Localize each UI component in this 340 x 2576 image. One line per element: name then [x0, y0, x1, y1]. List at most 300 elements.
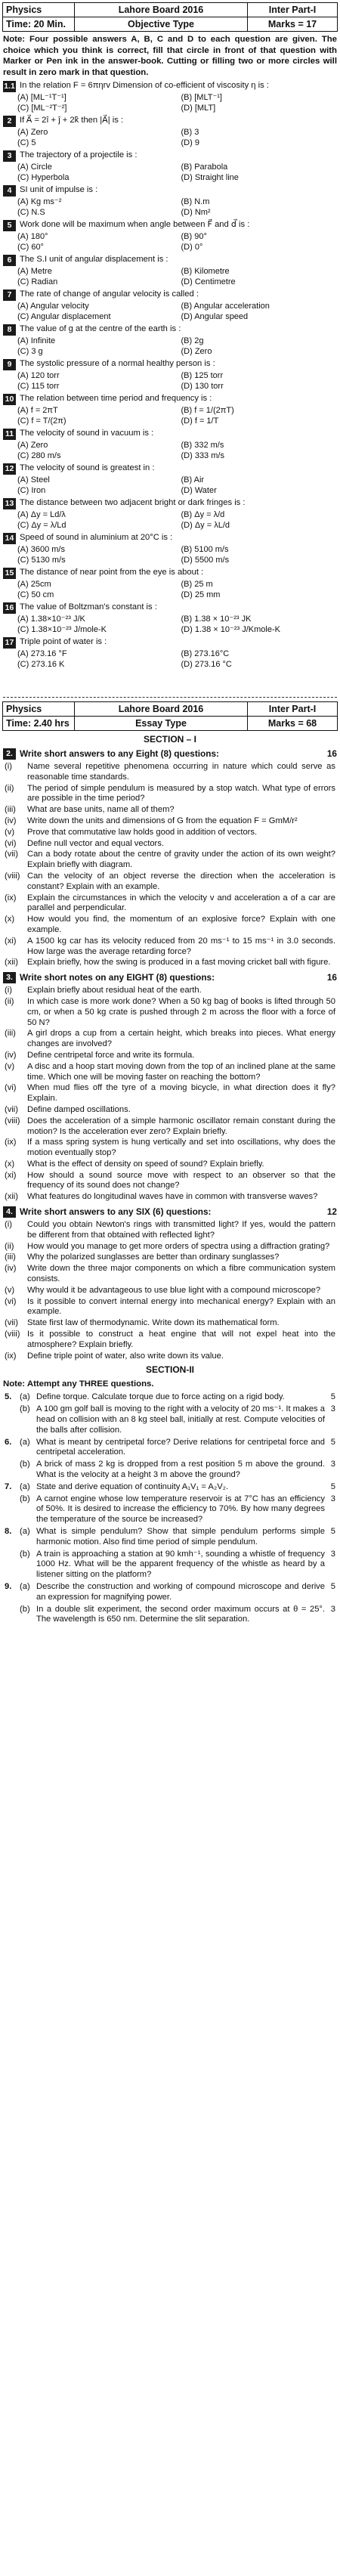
option: (B) 25 m	[181, 580, 213, 589]
item-number: (viii)	[5, 871, 20, 881]
option: (C) 60°	[17, 242, 44, 252]
mcq-question	[3, 254, 337, 266]
option: (C) 5	[17, 138, 36, 147]
long-question-part	[5, 1460, 335, 1481]
item-text: Prove that commutative law holds good in addition of vectors.	[27, 827, 258, 837]
section-2-title: SECTION-II	[145, 1364, 194, 1376]
question-number: 16	[3, 602, 16, 614]
question-number: 5	[3, 220, 16, 231]
item-text: In which case is more work done? When a 50 kg bag of books is lifted through 50 cm, or when a 50 kg crate is pushed through 2 m across the floor with a force of 50 N?	[27, 996, 335, 1027]
option: (B) 125 torr	[181, 371, 224, 380]
question-text: Triple point of water is :	[20, 637, 107, 646]
option: (D) 25 mm	[181, 590, 221, 599]
short-question-heading	[3, 972, 337, 983]
long-question-part	[5, 1392, 335, 1403]
short-question-item	[5, 1242, 335, 1252]
question-number: 2	[3, 116, 16, 127]
option: (D) Angular speed	[181, 311, 249, 321]
part-text: In a double slit experiment, the second order maximum occurs at θ = 25°. The wavelength is 650 nm. Determine the slit separation.	[36, 1604, 325, 1624]
option: (B) 273.16°C	[181, 649, 230, 658]
option: (A) 3600 m/s	[17, 545, 65, 554]
question-text: Work done will be maximum when angle between F⃗ and d⃗ is :	[20, 220, 250, 229]
option: (D) Water	[181, 485, 217, 495]
marks: Marks = 17	[248, 17, 338, 32]
short-question-item	[5, 828, 335, 838]
question-number: 5.	[5, 1392, 12, 1402]
part-text: A carnot engine whose low temperature reservoir is at 7°C has an efficiency of 50%. It is desired to increase the efficiency to 70%. By how many degrees the temperature of the source be increased?	[36, 1494, 325, 1525]
mcq-question	[3, 289, 337, 301]
section-2-note: Note: Attempt any THREE questions.	[3, 1379, 154, 1389]
item-text: If a mass spring system is hung vertically and set into oscillations, why does the motion eventually stop?	[27, 1138, 335, 1158]
question-number: 6.	[5, 1437, 12, 1447]
short-question-item	[5, 1051, 335, 1061]
item-text: What is the effect of density on speed of sound? Explain briefly.	[27, 1159, 264, 1169]
short-question-heading	[3, 1206, 337, 1218]
part-marks: 3	[330, 1494, 335, 1503]
long-question-part	[5, 1494, 335, 1525]
option: (A) 25cm	[17, 580, 51, 589]
option: (A) Metre	[17, 267, 52, 276]
option: (A) Δy = Ld/λ	[17, 510, 66, 519]
item-text: Why the polarized sunglasses are better than ordinary sunglasses?	[27, 1252, 280, 1262]
part-label: (b)	[20, 1604, 30, 1614]
item-number: (xii)	[5, 958, 19, 968]
item-text: A disc and a hoop start moving down from the top of an inclined plane at the same time. Which one will be moving faster on reaching the bottom?	[27, 1061, 335, 1082]
short-question-item	[5, 1192, 335, 1203]
item-number: (i)	[5, 986, 12, 995]
option: (A) 120 torr	[17, 371, 60, 380]
options	[17, 441, 340, 461]
question-text: The relation between time period and frequency is :	[20, 394, 212, 403]
item-number: (v)	[5, 1061, 15, 1071]
long-question-part	[5, 1438, 335, 1459]
short-question-item	[5, 1286, 335, 1296]
options	[17, 371, 340, 392]
options	[17, 302, 340, 322]
question-number: 8	[3, 324, 16, 336]
part-label: (b)	[20, 1460, 30, 1469]
question-text: The systolic pressure of a normal healthy person is :	[20, 359, 215, 368]
option: (D) Nm²	[181, 207, 211, 217]
option: (D) 273.16 °C	[181, 659, 232, 669]
option: (A) Infinite	[17, 336, 56, 345]
long-questions	[0, 1392, 340, 1625]
option: (C) [ML⁻²T⁻²]	[17, 103, 67, 113]
question-text: Speed of sound in aluminium at 20°C is :	[20, 533, 173, 542]
options	[17, 197, 340, 218]
part-text: What is meant by centripetal force? Derive relations for centripetal force and centripetal acceleration.	[36, 1437, 325, 1457]
option: (B) Δy = λ/d	[181, 510, 225, 519]
short-question-item	[5, 839, 335, 850]
option: (B) Kilometre	[181, 267, 230, 276]
question-title: Write short answers to any Eight (8) questions:	[20, 748, 219, 759]
part: Inter Part-I	[248, 3, 338, 17]
option: (B) Air	[181, 475, 205, 485]
part-label: (a)	[20, 1527, 30, 1536]
item-number: (vi)	[5, 1083, 17, 1093]
short-question-item	[5, 1171, 335, 1192]
item-text: Is it possible to construct a heat engine that will not expel heat into the atmosphere? Explain briefly.	[27, 1330, 335, 1349]
short-question-item	[5, 915, 335, 936]
part-label: (b)	[20, 1404, 30, 1414]
options	[17, 232, 340, 252]
option: (C) Hyperbola	[17, 172, 70, 182]
mcq-question	[3, 463, 337, 475]
option: (C) Δy = λ/Ld	[17, 520, 66, 530]
part-text: A brick of mass 2 kg is dropped from a rest position 5 m above the ground. What is the velocity at a height 3 m above the ground?	[36, 1460, 325, 1480]
option: (A) Steel	[17, 475, 50, 485]
option: (A) [ML⁻¹T⁻¹]	[17, 93, 66, 102]
long-question-part	[5, 1605, 335, 1626]
item-number: (v)	[5, 827, 15, 837]
short-question-item	[5, 1297, 335, 1318]
question-text: The value of g at the centre of the earth is :	[20, 324, 181, 333]
item-number: (vii)	[5, 1318, 19, 1328]
short-question-item	[5, 893, 335, 915]
mcq-question	[3, 602, 337, 614]
item-number: (i)	[5, 762, 12, 771]
option: (B) 2g	[181, 336, 204, 345]
options	[17, 93, 340, 113]
item-number: (vi)	[5, 1296, 17, 1306]
mcq-question	[3, 636, 337, 649]
option: (D) 5500 m/s	[181, 555, 230, 565]
marks: Marks = 68	[248, 717, 338, 731]
subject: Physics	[3, 3, 75, 17]
option: (C) 273.16 K	[17, 659, 65, 669]
part-label: (a)	[20, 1581, 30, 1591]
option: (A) Kg ms⁻²	[17, 197, 62, 206]
short-question-item	[5, 872, 335, 893]
item-text: Explain the circumstances in which the velocity v and acceleration a of a car are parallel and perpendicular.	[27, 893, 335, 913]
mcq-question	[3, 428, 337, 440]
item-text: Write down the units and dimensions of G from the equation F = GmM/r²	[27, 816, 298, 825]
options	[17, 510, 340, 531]
question-text: The rate of change of angular velocity is called :	[20, 289, 199, 299]
question-text: SI unit of impulse is :	[20, 185, 98, 194]
question-number: 17	[3, 637, 16, 649]
item-number: (iv)	[5, 816, 17, 825]
part-label: (b)	[20, 1494, 30, 1503]
question-text: The distance between two adjacent bright or dark fringes is :	[20, 498, 246, 507]
option: (A) 1.38×10⁻²³ J/K	[17, 615, 85, 624]
options	[17, 615, 340, 635]
question-number	[5, 1404, 20, 1435]
part-marks: 5	[330, 1392, 335, 1402]
question-number: 9.	[5, 1581, 12, 1591]
option: (A) 180°	[17, 232, 48, 241]
question-title: Write short notes on any EIGHT (8) questions:	[20, 972, 215, 983]
option: (B) N.m	[181, 197, 210, 206]
mcq-question	[3, 497, 337, 509]
item-text: How would you find, the momentum of an explosive force? Explain with one example.	[27, 915, 335, 934]
option: (B) f = 1/(2πT)	[181, 406, 234, 415]
option: (C) f = T/(2π)	[17, 416, 66, 426]
option: (B) 5100 m/s	[181, 545, 229, 554]
question-number: 15	[3, 568, 16, 579]
item-text: Can the velocity of an object reverse the direction when the acceleration is constant? Explain with an example.	[27, 871, 335, 891]
option: (D) f = 1/T	[181, 416, 219, 426]
mcq-question	[3, 532, 337, 544]
short-question-item	[5, 1330, 335, 1351]
question-text: If A⃗ = 2î + ĵ + 2k̂ then |A⃗| is :	[20, 116, 124, 125]
question-number: 12	[3, 463, 16, 475]
item-text: How would you manage to get more orders of spectra using a diffraction grating?	[27, 1241, 330, 1251]
item-text: Why would it be advantageous to use blue light with a compound microscope?	[27, 1285, 321, 1295]
item-text: What are base units, name all of them?	[27, 805, 175, 815]
item-number: (xi)	[5, 1170, 17, 1180]
item-text: Define centripetal force and write its formula.	[27, 1050, 195, 1060]
short-question-item	[5, 1160, 335, 1170]
part-marks: 5	[330, 1437, 335, 1447]
question-text: The velocity of sound is greatest in :	[20, 463, 155, 472]
short-question-item	[5, 1062, 335, 1083]
option: (B) 3	[181, 128, 199, 137]
question-number	[5, 1550, 20, 1581]
item-number: (iii)	[5, 1252, 16, 1262]
item-text: How should a sound source move with respect to an observer so that the frequency of its sound does not change?	[27, 1170, 335, 1190]
mcq-question	[3, 567, 337, 579]
option: (A) 273.16 °F	[17, 649, 67, 658]
long-question-part	[5, 1482, 335, 1493]
paper-type: Essay Type	[75, 717, 248, 731]
short-question-item	[5, 784, 335, 805]
part-text: Describe the construction and working of compound microscope and derive an expression for magnifying power.	[36, 1581, 325, 1602]
item-number: (iv)	[5, 1264, 17, 1274]
option: (D) 0°	[181, 242, 203, 252]
item-text: A 1500 kg car has its velocity reduced from 20 ms⁻¹ to 15 ms⁻¹ in 3.0 seconds. How large was the average retarding force?	[27, 936, 335, 956]
part: Inter Part-I	[248, 702, 338, 717]
options	[17, 163, 340, 183]
item-text: State first law of thermodynamic. Write down its mathematical form.	[27, 1318, 280, 1328]
item-number: (iii)	[5, 805, 16, 815]
item-number: (ii)	[5, 783, 14, 793]
objective-header	[2, 2, 338, 32]
item-number: (vi)	[5, 838, 17, 848]
short-question-item	[5, 1029, 335, 1050]
long-question-part	[5, 1550, 335, 1581]
option: (B) 1.38 × 10⁻²³ JK	[181, 615, 252, 624]
option: (D) 130 torr	[181, 381, 224, 391]
question-number: 9	[3, 359, 16, 370]
question-number: 1.1	[4, 82, 15, 91]
mcq-question	[3, 184, 337, 197]
question-text: The S.I unit of angular displacement is :	[20, 255, 168, 264]
options	[17, 406, 340, 426]
item-number: (xi)	[5, 936, 17, 946]
time: Time: 20 Min.	[3, 17, 75, 32]
part-text: A 100 gm golf ball is moving to the right with a velocity of 20 ms⁻¹. It makes a head on collision with an 8 kg steel ball, initially at rest. Compute velocities of the balls after collision.	[36, 1404, 325, 1435]
divider	[3, 697, 337, 698]
options	[17, 649, 340, 670]
option: (A) Zero	[17, 128, 48, 137]
short-question-item	[5, 1105, 335, 1116]
item-number: (ix)	[5, 1138, 17, 1147]
mcq-question	[3, 393, 337, 405]
mcq-question	[3, 219, 337, 231]
mcq-question	[3, 324, 337, 336]
board: Lahore Board 2016	[75, 702, 248, 717]
item-text: Define triple point of water, also write down its value.	[27, 1351, 224, 1361]
question-number	[5, 1605, 20, 1626]
item-text: The period of simple pendulum is measured by a stop watch. What type of errors are possible in the time period?	[27, 783, 335, 803]
option: (D) Zero	[181, 346, 212, 356]
item-number: (ix)	[5, 893, 17, 903]
question-number: 4	[3, 185, 16, 197]
part-marks: 5	[330, 1482, 335, 1491]
part-label: (a)	[20, 1482, 30, 1491]
item-number: (viii)	[5, 1330, 20, 1339]
option: (A) f = 2πT	[17, 406, 58, 415]
short-question-item	[5, 816, 335, 827]
question-number: 7.	[5, 1482, 12, 1491]
options	[17, 580, 340, 600]
options	[17, 475, 340, 496]
part-marks: 3	[330, 1604, 335, 1614]
short-question-item	[5, 937, 335, 958]
item-text: Write down the three major components on which a fibre communication system consists.	[27, 1264, 335, 1284]
item-text: What features do longitudinal waves have in common with transverse waves?	[27, 1192, 318, 1202]
part-marks: 3	[330, 1460, 335, 1469]
option: (C) Radian	[17, 277, 58, 286]
item-text: A girl drops a cup from a certain height, which breaks into pieces. What energy changes are involved?	[27, 1029, 335, 1049]
option: (A) Angular velocity	[17, 302, 89, 311]
item-text: Explain briefly, how the swing is produced in a fast moving cricket ball with figure.	[27, 958, 331, 968]
item-text: Does the acceleration of a simple harmonic oscillator remain constant during the motion? Is the acceleration ever zero? Explain briefly.	[27, 1116, 335, 1136]
paper-type: Objective Type	[75, 17, 248, 32]
option: (D) Centimetre	[181, 277, 236, 286]
option: (C) 3 g	[17, 346, 43, 356]
mcq-question	[3, 358, 337, 370]
part-text: A train is approaching a station at 90 kmh⁻¹, sounding a whistle of frequency 1000 Hz. What will be the apparent frequency of the whistle as heard by a listener sitting on the platform?	[36, 1549, 325, 1580]
item-text: Name several repetitive phenomena occurring in nature which could serve as reasonable time standards.	[27, 762, 335, 782]
part-label: (a)	[20, 1392, 30, 1402]
item-text: Is it possible to convert internal energy into mechanical energy? Explain with an example.	[27, 1296, 335, 1317]
question-marks: 16	[326, 748, 337, 759]
item-number: (x)	[5, 915, 15, 924]
mcq-question	[3, 115, 337, 127]
item-number: (vii)	[5, 1104, 19, 1114]
question-text: The velocity of sound in vacuum is :	[20, 429, 154, 438]
item-number: (vii)	[5, 850, 19, 859]
question-marks: 12	[326, 1206, 337, 1218]
question-number: 11	[3, 429, 16, 440]
item-number: (v)	[5, 1285, 15, 1295]
item-number: (ii)	[5, 1241, 14, 1251]
time: Time: 2.40 hrs	[3, 717, 75, 731]
item-text: When mud flies off the tyre of a moving bicycle, in what direction does it fly? Explain.	[27, 1083, 335, 1104]
item-number: (xii)	[5, 1192, 19, 1202]
option: (D) 9	[181, 138, 199, 147]
mcq-list	[0, 80, 340, 670]
options	[17, 336, 340, 357]
short-question-item	[5, 1252, 335, 1263]
question-number	[5, 1494, 20, 1525]
option: (D) 333 m/s	[181, 450, 224, 460]
item-number: (iv)	[5, 1050, 17, 1060]
short-question-item	[5, 850, 335, 871]
option: (C) 50 cm	[17, 590, 54, 599]
item-text: Can a body rotate about the centre of gravity under the action of its own weight? Explain briefly with diagram.	[27, 850, 335, 870]
board: Lahore Board 2016	[75, 3, 248, 17]
short-question-item	[5, 762, 335, 783]
question-number: 8.	[5, 1527, 12, 1536]
item-number: (ix)	[5, 1351, 17, 1361]
option: (B) 90°	[181, 232, 207, 241]
part-text: Define torque. Calculate torque due to force acting on a rigid body.	[36, 1392, 285, 1402]
item-number: (ii)	[5, 996, 14, 1006]
short-question-item	[5, 1318, 335, 1329]
part-marks: 5	[330, 1581, 335, 1591]
question-text: The trajectory of a projectile is :	[20, 150, 138, 159]
options	[17, 267, 340, 287]
essay-header	[2, 701, 338, 731]
mcq-question	[3, 80, 337, 92]
part-text: State and derive equation of continuity A₁V₁ = A₂V₂.	[36, 1482, 229, 1491]
short-questions	[0, 748, 340, 1361]
short-question-item	[5, 1083, 335, 1104]
short-question-item	[5, 997, 335, 1028]
option: (D) Δy = λL/d	[181, 520, 230, 530]
question-number: 10	[3, 394, 16, 405]
item-number: (i)	[5, 1220, 12, 1230]
short-question-item	[5, 1351, 335, 1362]
question-number: 6	[3, 255, 16, 266]
question-title: Write short answers to any SIX (6) questions:	[20, 1206, 212, 1218]
option: (B) [MLT⁻¹]	[181, 93, 222, 102]
item-text: Explain briefly about residual heat of the earth.	[27, 986, 202, 995]
option: (C) 5130 m/s	[17, 555, 66, 565]
item-text: Define damped oscillations.	[27, 1104, 131, 1114]
short-question-item	[5, 1116, 335, 1138]
part-text: What is simple pendulum? Show that simple pendulum performs simple harmonic motion. Also find time period of simple pendulum.	[36, 1527, 325, 1547]
short-question-item	[5, 958, 335, 968]
question-text: The distance of near point from the eye is about :	[20, 568, 204, 577]
option: (C) 1.38×10⁻²³ J/mole-K	[17, 624, 107, 634]
short-question-item	[5, 1138, 335, 1159]
question-number: 7	[3, 289, 16, 301]
question-number: 2.	[3, 748, 16, 760]
question-text: The value of Boltzman's constant is :	[20, 602, 157, 611]
item-text: Define null vector and equal vectors.	[27, 838, 164, 848]
option: (C) 115 torr	[17, 381, 60, 391]
objective-note: Note: Four possible answers A, B, C and D to each question are given. The choice which you think is correct, fill that circle in front of that question with Marker or Pen ink in the answer-book. Cutting or filling two or more circles will result in zero mark in that question.	[3, 35, 337, 77]
option: (D) Straight line	[181, 172, 239, 182]
question-number: 13	[3, 498, 16, 509]
option: (A) Zero	[17, 441, 48, 450]
part-label: (a)	[20, 1437, 30, 1447]
option: (B) 332 m/s	[181, 441, 224, 450]
part-marks: 3	[330, 1549, 335, 1559]
option: (B) Parabola	[181, 163, 228, 172]
part-marks: 5	[330, 1527, 335, 1536]
question-number	[5, 1460, 20, 1481]
short-question-heading	[3, 748, 337, 760]
item-text: Could you obtain Newton's rings with transmitted light? If yes, would the pattern be different from that obtained with reflected light?	[27, 1220, 335, 1240]
long-question-part	[5, 1404, 335, 1435]
question-number: 4.	[3, 1206, 16, 1218]
short-question-item	[5, 1264, 335, 1285]
option: (C) 280 m/s	[17, 450, 61, 460]
long-question-part	[5, 1527, 335, 1548]
short-question-item	[5, 1220, 335, 1241]
option: (D) 1.38 × 10⁻²³ J/Kmole-K	[181, 624, 280, 634]
question-text: In the relation F = 6πηrv Dimension of co-efficient of viscosity η is :	[20, 81, 269, 90]
short-question-item	[5, 805, 335, 816]
item-number: (x)	[5, 1159, 15, 1169]
short-question-item	[5, 986, 335, 996]
options	[17, 545, 340, 565]
